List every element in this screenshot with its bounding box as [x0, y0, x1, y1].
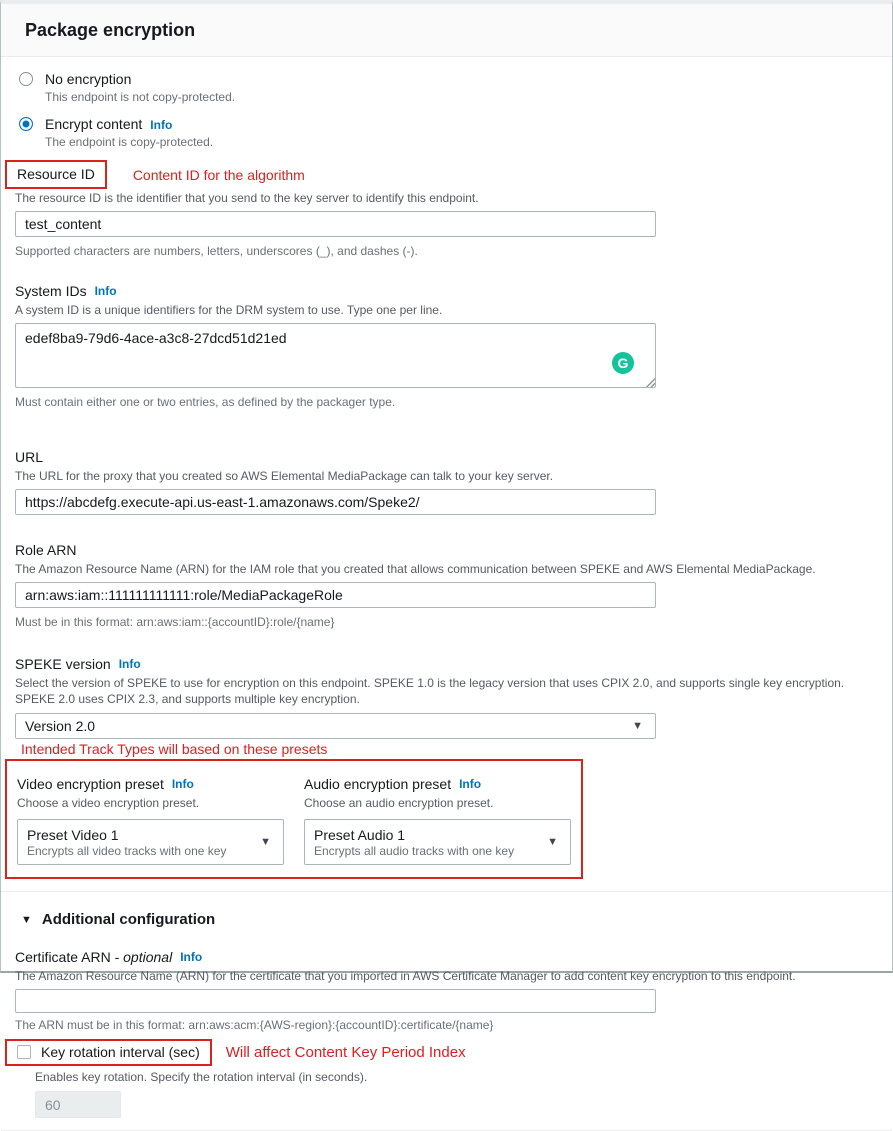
certificate-arn-info-link[interactable]: Info [180, 950, 203, 964]
resource-id-annotation-box [5, 160, 107, 189]
certificate-arn-input[interactable] [15, 989, 656, 1013]
chevron-down-icon: ▼ [547, 836, 558, 848]
encrypt-content-info-link[interactable]: Info [150, 118, 173, 132]
radio-label[interactable]: Encrypt content [45, 116, 143, 132]
radio-option-encrypt-content[interactable] [19, 115, 878, 150]
role-arn-input[interactable] [15, 582, 656, 608]
resource-id-annotation-text: Content ID for the algorithm [132, 166, 305, 183]
presets-annotation-text: Intended Track Types will based on these presets [21, 741, 328, 757]
video-preset-description: Choose a video encryption preset. [17, 796, 200, 810]
certificate-arn-description: The Amazon Resource Name (ARN) for the certificate that you imported in AWS Certificate Manager to add content key encryption to this endpoint. [15, 969, 796, 983]
resource-id-section [15, 160, 878, 259]
resource-id-hint: Supported characters are numbers, letters, underscores (_), and dashes (-). [15, 244, 418, 258]
radio-description: The endpoint is copy-protected. [45, 135, 214, 149]
key-rotation-annotation-text: Will affect Content Key Period Index [225, 1044, 466, 1061]
radio-label[interactable]: No encryption [45, 71, 132, 87]
panel-content [1, 57, 892, 1131]
system-ids-section [15, 281, 878, 410]
video-preset-select[interactable] [17, 819, 284, 865]
radio-description: This endpoint is not copy-protected. [45, 90, 236, 104]
role-arn-section [15, 540, 878, 630]
key-rotation-interval-input[interactable] [35, 1091, 121, 1118]
system-ids-textarea[interactable] [15, 323, 656, 388]
key-rotation-checkbox[interactable] [17, 1045, 31, 1059]
presets-annotation-box [5, 759, 583, 879]
audio-preset-info-link[interactable]: Info [459, 777, 482, 791]
system-ids-description: A system ID is a unique identifiers for the DRM system to use. Type one per line. [15, 303, 443, 317]
role-arn-hint: Must be in this format: arn:aws:iam::{accountID}:role/{name} [15, 615, 335, 629]
additional-configuration-label: Additional configuration [41, 911, 216, 928]
page-title: Package encryption [25, 20, 196, 40]
speke-version-select[interactable] [15, 713, 656, 739]
certificate-arn-section [15, 947, 878, 1033]
key-rotation-description: Enables key rotation. Specify the rotation interval (in seconds). [35, 1070, 368, 1084]
audio-preset-selected-description: Encrypts all audio tracks with one key [314, 843, 515, 858]
key-rotation-annotation-box [5, 1039, 212, 1066]
video-preset-section [17, 774, 284, 865]
audio-preset-selected-value: Preset Audio 1 [314, 826, 406, 843]
speke-version-label: SPEKE version [15, 656, 111, 672]
audio-preset-section [304, 774, 571, 865]
optional-label: optional [123, 949, 173, 965]
system-ids-hint: Must contain either one or two entries, as defined by the packager type. [15, 395, 396, 409]
system-ids-info-link[interactable]: Info [94, 284, 117, 298]
certificate-arn-label: Certificate ARN - optional [15, 949, 173, 965]
section-divider [1, 891, 892, 892]
video-preset-selected-description: Encrypts all video tracks with one key [27, 843, 227, 858]
speke-version-selected-value: Version 2.0 [25, 718, 96, 734]
url-description: The URL for the proxy that you created so AWS Elemental MediaPackage can talk to your key server. [15, 469, 554, 483]
speke-version-description: Select the version of SPEKE to use for encryption on this endpoint. SPEKE 1.0 is the legacy version that uses CPIX 2.0, and supports single key encryption. SPEKE 2.0 uses CPIX 2.3, and supports multiple key encryption. [15, 676, 845, 706]
panel-header [1, 4, 892, 57]
encryption-radio-group [15, 70, 878, 150]
url-label: URL [15, 449, 44, 465]
system-ids-label: System IDs [15, 283, 87, 299]
audio-preset-select[interactable] [304, 819, 571, 865]
grammarly-icon[interactable]: G [612, 352, 634, 374]
speke-version-info-link[interactable]: Info [118, 657, 141, 671]
radio-unselected-icon[interactable] [19, 72, 33, 86]
collapse-triangle-icon: ▼ [21, 913, 32, 926]
chevron-down-icon: ▼ [260, 836, 271, 848]
additional-configuration-expander[interactable] [21, 911, 878, 928]
video-preset-label: Video encryption preset [17, 776, 164, 792]
url-input[interactable] [15, 489, 656, 515]
certificate-arn-hint: The ARN must be in this format: arn:aws:acm:{AWS-region}:{accountID}:certificate/{name} [15, 1018, 494, 1032]
key-rotation-label[interactable]: Key rotation interval (sec) [41, 1044, 200, 1060]
url-section [15, 447, 878, 515]
audio-preset-description: Choose an audio encryption preset. [304, 796, 494, 810]
resource-id-input[interactable] [15, 211, 656, 237]
chevron-down-icon: ▼ [632, 720, 643, 732]
video-preset-selected-value: Preset Video 1 [27, 826, 119, 843]
radio-option-no-encryption[interactable] [19, 70, 878, 105]
video-preset-info-link[interactable]: Info [171, 777, 194, 791]
resource-id-label: Resource ID [17, 166, 95, 182]
speke-version-section [15, 654, 878, 739]
resource-id-description: The resource ID is the identifier that you send to the key server to identify this endpoint. [15, 191, 479, 205]
audio-preset-label: Audio encryption preset [304, 776, 452, 792]
role-arn-label: Role ARN [15, 542, 77, 558]
radio-selected-icon[interactable] [19, 117, 33, 131]
role-arn-description: The Amazon Resource Name (ARN) for the IAM role that you created that allows communication between SPEKE and AWS Elemental MediaPackage. [15, 562, 816, 576]
key-rotation-row [15, 1039, 878, 1066]
